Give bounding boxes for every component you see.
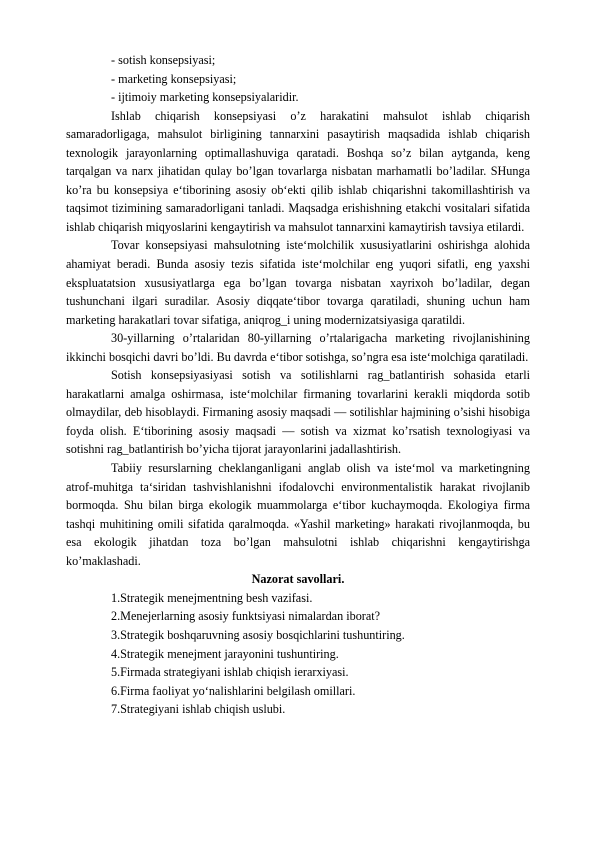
- paragraph-product-concept: Tovar konsepsiyasi mahsulotning iste‘molchilik xususiyatlarini oshirishga alohida ahamiyat beradi. Bunda asosiy tezis sifatida iste‘molchilar eng yuqori sifatli, eng yaxshi ekspluatatsion xususiyatlarga ega bo’lgan tovarga nisbatan xayrixoh bo’ladilar, degan tushunchani ilgari suradilar. Asosiy diqqate‘tibor tovarga qaratiladi, shuning uchun ham marketing harakatlari tovar sifatiga, aniqrog_i uning modernizatsiyasiga qaratildi.: [66, 238, 530, 327]
- intro-list: [66, 51, 530, 107]
- page-content: [66, 51, 530, 719]
- questions-list: [66, 589, 530, 719]
- question-item: 4.Strategik menejment jarayonini tushuntiring.: [111, 646, 339, 661]
- question-item: 1.Strategik menejmentning besh vazifasi.: [111, 590, 313, 605]
- list-item: - ijtimoiy marketing konsepsiyalaridir.: [111, 90, 299, 105]
- section-heading: Nazorat savollari.: [251, 572, 345, 587]
- question-item: 5.Firmada strategiyani ishlab chiqish ierarxiyasi.: [111, 665, 349, 680]
- question-item: 3.Strategik boshqaruvning asosiy bosqichlarini tushuntiring.: [111, 627, 405, 642]
- list-item: - marketing konsepsiyasi;: [111, 71, 237, 86]
- list-item: - sotish konsepsiyasi;: [111, 53, 216, 67]
- paragraph-green-marketing: Tabiiy resurslarning cheklanganligani anglab olish va iste‘mol va marketingning atrof-muhitga ta‘siridan tashvishlanishni ifodalovchi environmentalistik harakat rivojlanib bormoqda. Shu bilan birga ekologik muammolarga e‘tibor kuchaymoqda. Ekologiya firma tashqi muhitining omili sifatida qaralmoqda. «Yashil marketing» harakati rivojlanmoqda, bu esa ekologik jihatdan toza bo’lgan mahsulotni ishlab chiqarishni kengaytirishga ko’maklashadi.: [66, 461, 530, 568]
- paragraph-selling-concept: Sotish konsepsiyasiyasi sotish va sotilishlarni rag_batlantirish sohasida etarli harakatlarni amalga oshirmasa, iste‘molchilar firmaning tovarlarini kerakli miqdorda sotib olmaydilar, deb hisoblaydi. Firmaning asosiy maqsadi — sotilishlar hajmining o’sishi hisobiga foyda olish. E‘tiborining asosiy maqsadi — sotish va xizmat ko’rsatish texnologiyasi va sotishni rag_batlantirish bo’yicha tijorat jarayonlarini jadallashtirish.: [66, 368, 530, 457]
- question-item: 6.Firma faoliyat yo‘nalishlarini belgilash omillari.: [111, 683, 356, 698]
- paragraph-production-concept: Ishlab chiqarish konsepsiyasi o’z harakatini mahsulot ishlab chiqarish samaradorligaga, mahsulot birligining tannarxini pasaytirish maqsadida ishlab chiqarish texnologik jarayonlarning optimallashuviga qaratadi. Boshqa so’z bilan aytganda, keng tarqalgan va narx jihatidan qulay bo’lgan tovarlarga nisbatan marhamatli bo’ladilar. SHunga ko’ra bu konsepsiya e‘tiborining asosiy ob‘ekti qilib ishlab chiqarishni takomillashtirish va taqsimot tizimining samaradorligani tanladi. Maqsadga erishishning etakchi vositalari sifatida ishlab chiqarish miqyoslarini kengaytirish va mahsulot tannarxini kamaytirish tavsiya etilardi.: [66, 108, 530, 234]
- question-item: 7.Strategiyani ishlab chiqish uslubi.: [111, 702, 286, 717]
- question-item: 2.Menejerlarning asosiy funktsiyasi nimalardan iborat?: [111, 609, 381, 624]
- paragraph-second-stage: 30-yillarning o’rtalaridan 80-yillarning o’rtalarigacha marketing rivojlanishining ikkinchi bosqichi davri bo’ldi. Bu davrda e‘tibor sotishga, so’ngra esa iste‘molchiga qaratiladi.: [66, 331, 530, 364]
